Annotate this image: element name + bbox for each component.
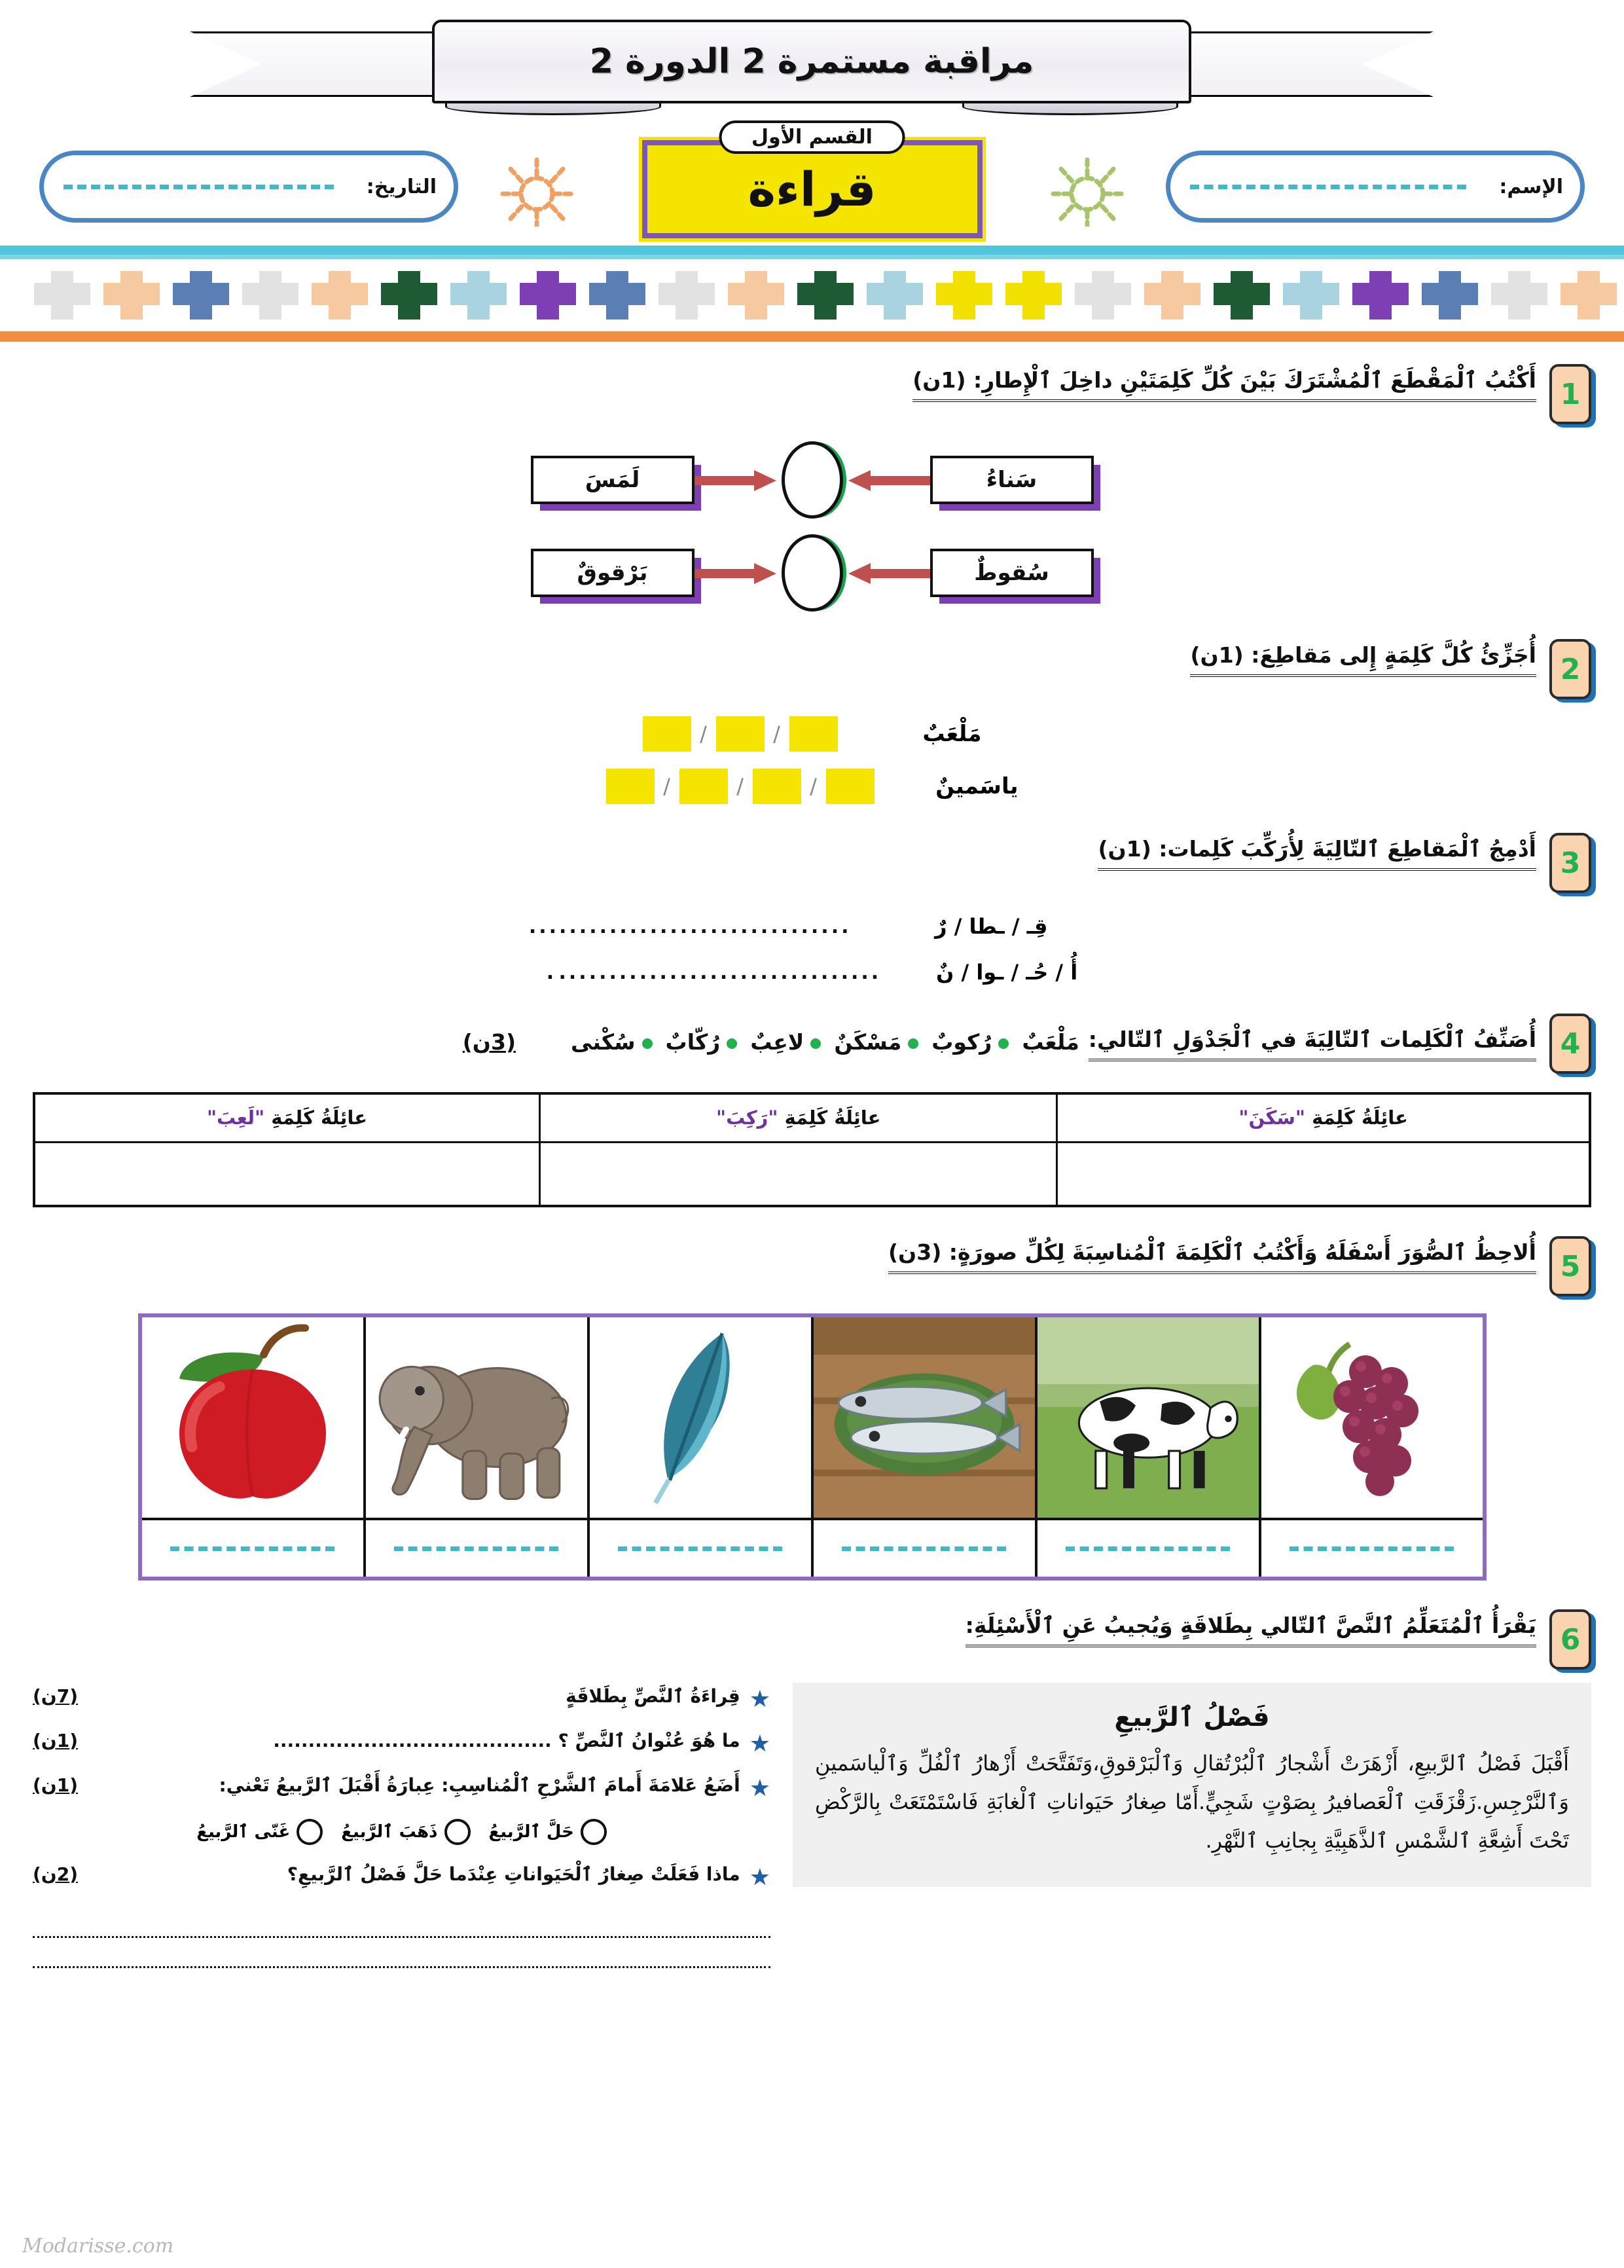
syllable-slot[interactable]	[716, 716, 765, 752]
word-box-right: بَرْقوقٌ	[531, 549, 695, 597]
table-answer-row	[34, 1142, 1590, 1206]
bullet-icon	[998, 1038, 1009, 1049]
picture-row	[142, 1317, 1483, 1520]
question-item	[33, 1863, 770, 1968]
exercise-4-header	[33, 1014, 1591, 1074]
syllable-word: ياسَمينٌ	[935, 773, 1019, 799]
cow-image	[1035, 1317, 1259, 1520]
decor-cross-icon	[1555, 265, 1623, 325]
table-answer-cell[interactable]	[34, 1142, 540, 1206]
exercise-2-title: أُجَزِّئُ كُلَّ كَلِمَةٍ إِلى مَقاطِعَ: (1ن)	[1190, 639, 1536, 677]
decor-cross-icon	[98, 265, 166, 325]
sunburst-right-icon	[1048, 155, 1127, 227]
feather-image	[587, 1317, 811, 1520]
syllable-separator: /	[773, 722, 780, 746]
subject-title: قراءة	[748, 162, 876, 217]
column-prefix: عائِلَةُ كَلِمَةِ	[271, 1107, 368, 1129]
answer-dashed-line	[1290, 1546, 1453, 1551]
bullet-icon	[727, 1038, 737, 1049]
choice-label: ذَهَبَ ٱلرَّبيعُ	[341, 1822, 438, 1842]
question-points: (7ن)	[33, 1685, 78, 1707]
column-keyword: "سَكَنَ"	[1238, 1107, 1306, 1129]
exercise-2-header	[33, 639, 1591, 699]
picture-answer-cell[interactable]	[142, 1520, 363, 1577]
answer-dashed-line	[618, 1546, 782, 1551]
decor-cross-icon	[861, 265, 929, 325]
radio-icon[interactable]	[444, 1819, 471, 1845]
reading-text-title: فَصْلُ ٱلرَّبيعِ	[1114, 1702, 1270, 1732]
sunburst-left-icon	[497, 155, 576, 227]
question-text: قِراءَةُ ٱلنَّصِّ بِطَلاقَةٍ	[566, 1685, 740, 1707]
decor-cross-icon	[1485, 265, 1553, 325]
syllable-slot[interactable]	[643, 716, 691, 752]
star-icon: ★	[749, 1686, 770, 1713]
merge-answer-line[interactable]: ................................	[528, 915, 852, 938]
ribbon-center	[432, 20, 1191, 103]
arrow-left-icon	[848, 470, 930, 490]
ribbon-graphic	[190, 20, 1434, 98]
picture-answer-row	[142, 1520, 1483, 1577]
column-keyword: "لَعِبَ"	[206, 1107, 265, 1129]
table-header-cell	[34, 1093, 540, 1142]
word-pair-row	[531, 534, 1094, 612]
column-prefix: عائِلَةُ كَلِمَةِ	[1312, 1107, 1408, 1129]
exercise-2-body	[33, 699, 1591, 804]
decor-cross-icon	[444, 265, 513, 325]
syllable-row	[643, 716, 982, 752]
answer-line[interactable]	[33, 1938, 770, 1968]
decor-cross-icon	[306, 265, 374, 325]
classification-table	[33, 1092, 1591, 1207]
answer-circle[interactable]	[782, 441, 843, 519]
date-field[interactable]	[39, 151, 458, 223]
watermark: Modarisse.com	[22, 2235, 174, 2258]
answer-lines[interactable]	[33, 1908, 770, 1968]
name-label: الإسم:	[1499, 175, 1563, 198]
merge-row	[547, 960, 1077, 985]
arrow-left-icon	[848, 563, 930, 583]
bullet-icon	[810, 1038, 821, 1049]
decor-cross-icon	[1416, 265, 1484, 325]
decor-cross-icon	[167, 265, 235, 325]
choice-label: غَنّى ٱلرَّبيعُ	[196, 1822, 291, 1842]
subject-row	[0, 124, 1624, 246]
choice-option[interactable]	[489, 1819, 607, 1845]
exercise-5-badge: 5	[1549, 1236, 1591, 1296]
exercise-3-badge: 3	[1549, 833, 1591, 893]
picture-answer-cell[interactable]	[1035, 1520, 1259, 1577]
name-dashed-line	[1190, 185, 1466, 189]
answer-dashed-line	[842, 1546, 1005, 1551]
exercise-3-body	[33, 893, 1591, 985]
picture-answer-cell[interactable]	[1259, 1520, 1483, 1577]
column-prefix: عائِلَةُ كَلِمَةِ	[784, 1107, 881, 1129]
syllable-slot[interactable]	[679, 769, 728, 804]
exercise-3-header	[33, 833, 1591, 893]
question-points: (2ن)	[33, 1863, 78, 1885]
table-answer-cell[interactable]	[540, 1142, 1057, 1206]
decor-cross-icon	[236, 265, 304, 325]
decor-cross-icon	[722, 265, 790, 325]
reading-text-card	[793, 1683, 1591, 1887]
decor-cross-strip	[0, 259, 1624, 331]
apple-image	[142, 1317, 363, 1520]
decor-strip-orange	[0, 331, 1624, 342]
merge-answer-line[interactable]: ................................	[558, 960, 882, 984]
decor-cross-icon	[1000, 265, 1068, 325]
exercise-1-diagram	[33, 441, 1591, 612]
question-answer-dots[interactable]: ........................................	[273, 1730, 552, 1751]
word-bank-item: رُكوبٌ	[931, 1029, 992, 1055]
question-item	[33, 1774, 770, 1845]
picture-answer-cell[interactable]	[363, 1520, 587, 1577]
decor-cross-icon	[791, 265, 859, 325]
choice-label: حَلَّ ٱلرَّبيعُ	[488, 1822, 574, 1842]
decor-strip-cyan	[0, 246, 1624, 255]
reading-text-body: أَقْبَلَ فَصْلُ ٱلرَّبيعِ، أَزْهَرَتْ أَشْجارُ ٱلْبُرْتُقالِ وَٱلْبَرْقوقِ،وَتَفَتَّحَتْ أَزْهارُ ٱلْفُلِّ وَٱلْياسَمينِ وَٱلنَّرْجِسِ.زَقْزَقَتِ ٱلْعَصافيرُ بِصَوْتٍ شَجِيٍّ.أَمّا صِغارُ حَيَواناتِ ٱلْغابَةِ فَاسْتَمْتَعَتْ بِالرَّكْضِ تَحْتَ أَشِعَّةِ ٱلشَّمْسِ ٱلذَّهَبِيَّةِ بِجانِبِ ٱلنَّهْرِ.	[815, 1751, 1569, 1854]
word-bank-item: سُكْنى	[571, 1029, 636, 1055]
decor-cross-icon	[1208, 265, 1276, 325]
exercise-5-title: أُلاحِظُ ٱلصُّوَرَ أَسْفَلَهُ وَأَكْتُبُ ٱلْكَلِمَةَ ٱلْمُناسِبَةَ لِكُلِّ صورَةٍ: (3ن)	[888, 1236, 1536, 1274]
question-points: (1ن)	[33, 1774, 78, 1796]
question-points: (1ن)	[33, 1730, 78, 1751]
syllable-separator: /	[736, 774, 744, 799]
question-text: ماذا فَعَلَتْ صِغارُ ٱلْحَيَواناتِ عِنْدَما حَلَّ فَصْلُ ٱلرَّبيعِ؟	[287, 1863, 740, 1885]
exercise-6-header	[33, 1609, 1591, 1670]
exercise-4-instruction: أُصَنِّفُ ٱلْكَلِمات ٱلتّالِيَةَ في ٱلْجَدْوَلِ ٱلتّالي:	[1089, 1023, 1536, 1061]
question-text	[87, 1730, 740, 1751]
header-banner	[0, 0, 1624, 124]
question-text: أَضَعُ عَلامَةَ أَمامَ ٱلشَّرْحِ ٱلْمُناسِبِ: عِبارَةُ أَقْبَلَ ٱلرَّبيعُ تَعْني:	[219, 1774, 740, 1796]
decor-cross-icon	[514, 265, 582, 325]
date-dashed-line	[63, 185, 334, 189]
decor-cross-icon	[583, 265, 651, 325]
decor-cross-icon	[28, 265, 96, 325]
answer-line[interactable]	[33, 1908, 770, 1938]
ribbon-right-tail	[1159, 31, 1434, 97]
exercise-4-word-bank	[564, 1026, 1079, 1059]
arrow-right-icon	[695, 563, 776, 583]
word-box-left: سُقوطٌ	[930, 549, 1094, 597]
ribbon-left-tail	[190, 31, 465, 97]
exercise-1-header	[33, 364, 1591, 424]
word-bank-item: لاعِبٌ	[750, 1029, 804, 1055]
syllable-row	[606, 769, 1019, 804]
exercise-6-title: يَقْرَأُ ٱلْمُتَعَلِّمُ ٱلنَّصَّ ٱلتّالي بِطَلاقَةٍ وَيُجيبُ عَنِ ٱلْأَسْئِلَةِ:	[965, 1609, 1536, 1647]
bullet-icon	[642, 1038, 653, 1049]
grapes-image	[1259, 1317, 1483, 1520]
star-icon: ★	[749, 1864, 770, 1891]
exercise-4-title	[463, 1023, 1536, 1064]
star-icon: ★	[749, 1730, 770, 1757]
decor-cross-icon	[1069, 265, 1137, 325]
word-bank-item: رُكّابٌ	[665, 1029, 721, 1055]
exercise-6-badge: 6	[1549, 1609, 1591, 1670]
syllable-slot[interactable]	[789, 716, 838, 752]
banner-title: مراقبة مستمرة 2 الدورة 2	[589, 42, 1034, 81]
answer-circle[interactable]	[782, 534, 843, 612]
syllable-slot[interactable]	[826, 769, 875, 804]
elephant-image	[363, 1317, 587, 1520]
decor-cross-icon	[653, 265, 721, 325]
word-box-right: لَمَسَ	[531, 456, 695, 504]
question-label: ما هُوَ عُنْوانُ ٱلنَّصِّ ؟	[558, 1730, 740, 1751]
bullet-icon	[908, 1038, 918, 1049]
exercise-5-header	[33, 1236, 1591, 1296]
exercise-2-badge: 2	[1549, 639, 1591, 699]
choice-option[interactable]	[341, 1819, 470, 1845]
subject-box	[642, 126, 983, 238]
merge-syllables: قِـ / ـطا / رٌ	[935, 914, 1048, 939]
word-box-left: سَناءُ	[930, 456, 1094, 504]
exercise-6-body	[33, 1683, 1591, 1986]
decor-cross-icon	[1346, 265, 1415, 325]
section-tag: القسم الأول	[719, 120, 905, 154]
syllable-word: مَلْعَبٌ	[922, 721, 982, 747]
exercise-3-title: أَدْمِجُ ٱلْمَقاطِعَ ٱلتّالِيَةَ لِأُرَكِّبَ كَلِمات: (1ن)	[1098, 833, 1536, 871]
question-item	[33, 1685, 770, 1711]
decor-cross-icon	[375, 265, 443, 325]
column-keyword: "رَكِبَ"	[715, 1107, 778, 1129]
exercise-4-points: (3ن)	[462, 1029, 516, 1055]
picture-answer-cell[interactable]	[811, 1520, 1035, 1577]
star-icon: ★	[749, 1775, 770, 1802]
word-bank-item: مَلْعَبٌ	[1022, 1029, 1079, 1055]
choice-option[interactable]	[196, 1819, 323, 1845]
answer-dashed-line	[170, 1546, 334, 1551]
arrow-right-icon	[695, 470, 776, 490]
exercise-1-badge: 1	[1549, 364, 1591, 424]
table-header-cell	[540, 1093, 1057, 1142]
decor-cross-icon	[1138, 265, 1206, 325]
date-label: التاريخ:	[366, 175, 437, 198]
fish-image	[811, 1317, 1035, 1520]
choice-group	[33, 1819, 770, 1845]
picture-word-grid	[138, 1313, 1487, 1581]
exercise-4-badge: 4	[1549, 1014, 1591, 1074]
merge-row	[528, 914, 1048, 939]
table-header-row	[34, 1093, 1590, 1142]
radio-icon[interactable]	[581, 1819, 607, 1845]
question-item	[33, 1730, 770, 1756]
table-answer-cell[interactable]	[1057, 1142, 1590, 1206]
word-pair-row	[531, 441, 1094, 519]
answer-dashed-line	[394, 1546, 558, 1551]
decor-strip-cyan-light	[0, 255, 1624, 259]
decor-cross-icon	[1277, 265, 1345, 325]
syllable-separator: /	[810, 774, 817, 799]
exercise-1-title: أَكْتُبُ ٱلْمَقْطَعَ ٱلْمُشْتَرَكَ بَيْنَ كُلِّ كَلِمَتَيْنِ داخِلَ ٱلْإِطارِ: (1ن)	[912, 364, 1536, 402]
syllable-slot[interactable]	[606, 769, 655, 804]
merge-trailing-dot: .	[546, 960, 554, 984]
answer-dashed-line	[1066, 1546, 1229, 1551]
syllable-slot[interactable]	[753, 769, 801, 804]
student-name-field[interactable]	[1166, 151, 1585, 223]
word-bank-item: مَسْكَنٌ	[834, 1029, 902, 1055]
syllable-separator: /	[700, 722, 707, 746]
radio-icon[interactable]	[297, 1819, 323, 1845]
picture-answer-cell[interactable]	[587, 1520, 811, 1577]
decor-cross-icon	[930, 265, 998, 325]
merge-syllables: أُ / حُـ / ـوا / نٌ	[936, 960, 1078, 985]
question-list	[33, 1683, 770, 1986]
table-header-cell	[1057, 1093, 1590, 1142]
syllable-separator: /	[663, 774, 670, 799]
